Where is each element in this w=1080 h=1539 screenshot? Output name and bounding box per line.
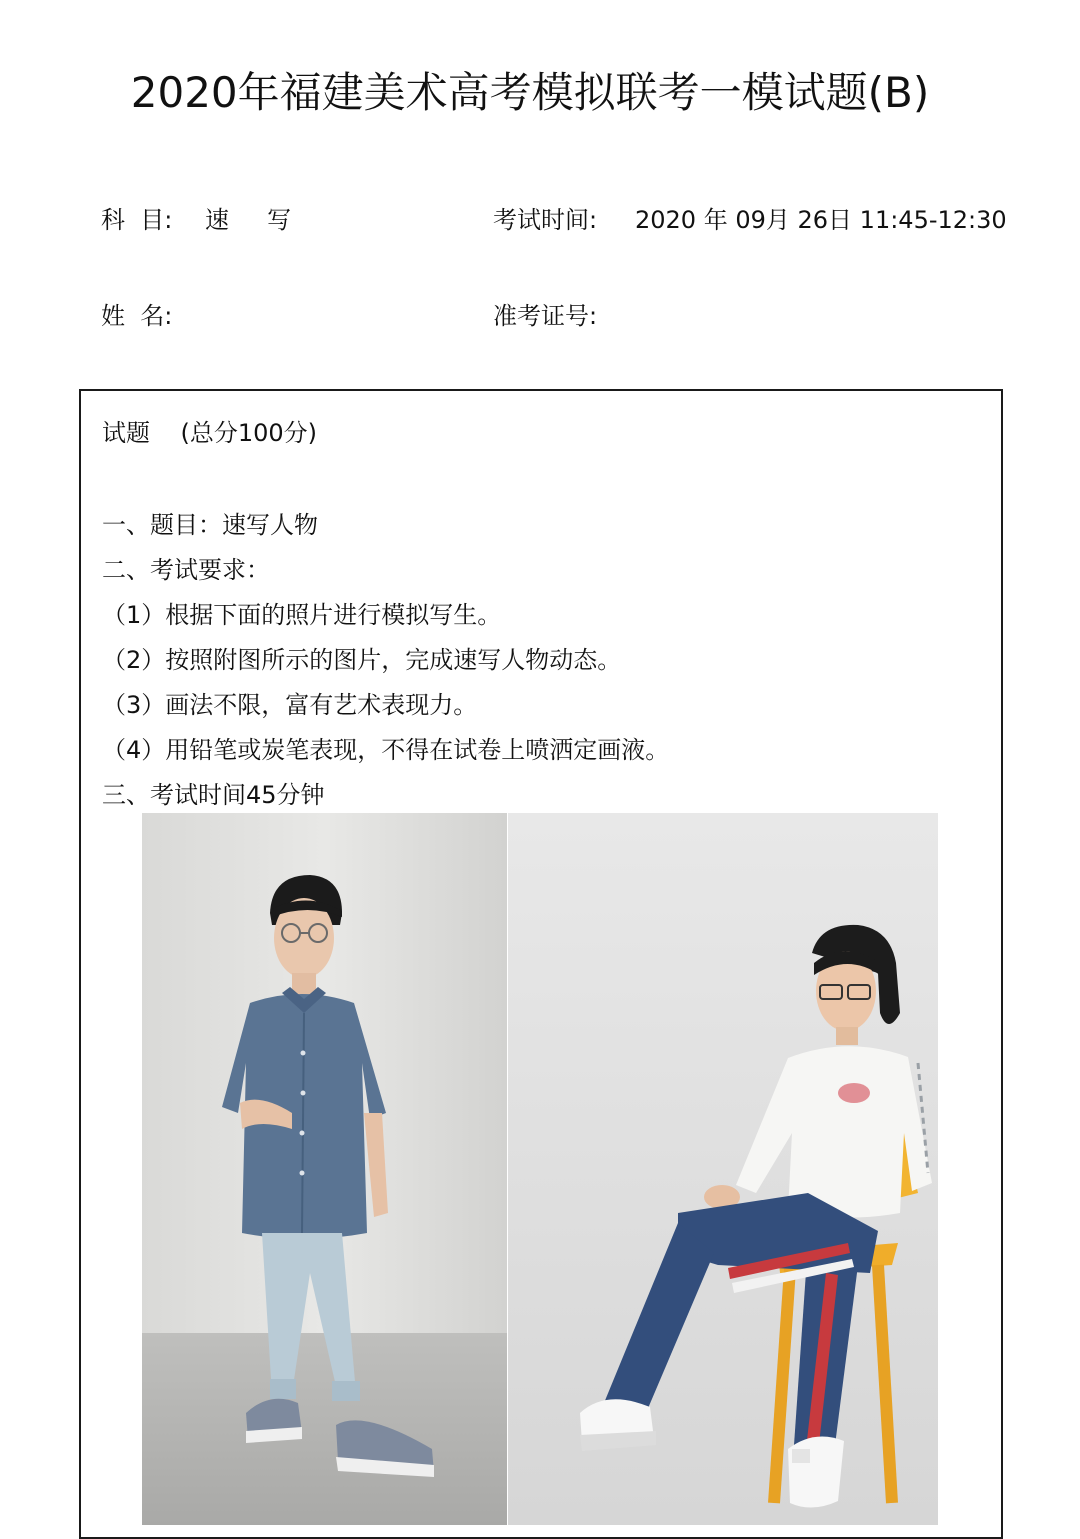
section-topic: 一、题目：速写人物	[102, 511, 318, 539]
section-duration: 三、考试时间45分钟	[102, 781, 325, 809]
exam-title: 2020年福建美术高考模拟联考一模试题(B)	[130, 68, 930, 117]
requirement-item: （1）根据下面的照片进行模拟写生。	[102, 601, 502, 629]
exam-time-label: 考试时间:	[493, 206, 598, 234]
requirement-item: （4）用铅笔或炭笔表现，不得在试卷上喷洒定画液。	[102, 736, 670, 764]
name-label: 姓 名:	[101, 302, 173, 330]
requirement-item: （2）按照附图所示的图片，完成速写人物动态。	[102, 646, 622, 674]
standing-male-photo	[142, 813, 507, 1525]
exam-heading: 试题 (总分100分)	[102, 419, 318, 447]
subject-label: 科 目:	[101, 206, 173, 234]
exam-time-value: 2020 年 09月 26日 11:45-12:30	[635, 206, 1007, 234]
requirement-item: （3）画法不限，富有艺术表现力。	[102, 691, 478, 719]
subject-value: 速 写	[205, 206, 292, 234]
ticket-number-label: 准考证号:	[493, 302, 598, 330]
seated-female-photo	[508, 813, 938, 1525]
section-requirements: 二、考试要求：	[102, 556, 270, 584]
